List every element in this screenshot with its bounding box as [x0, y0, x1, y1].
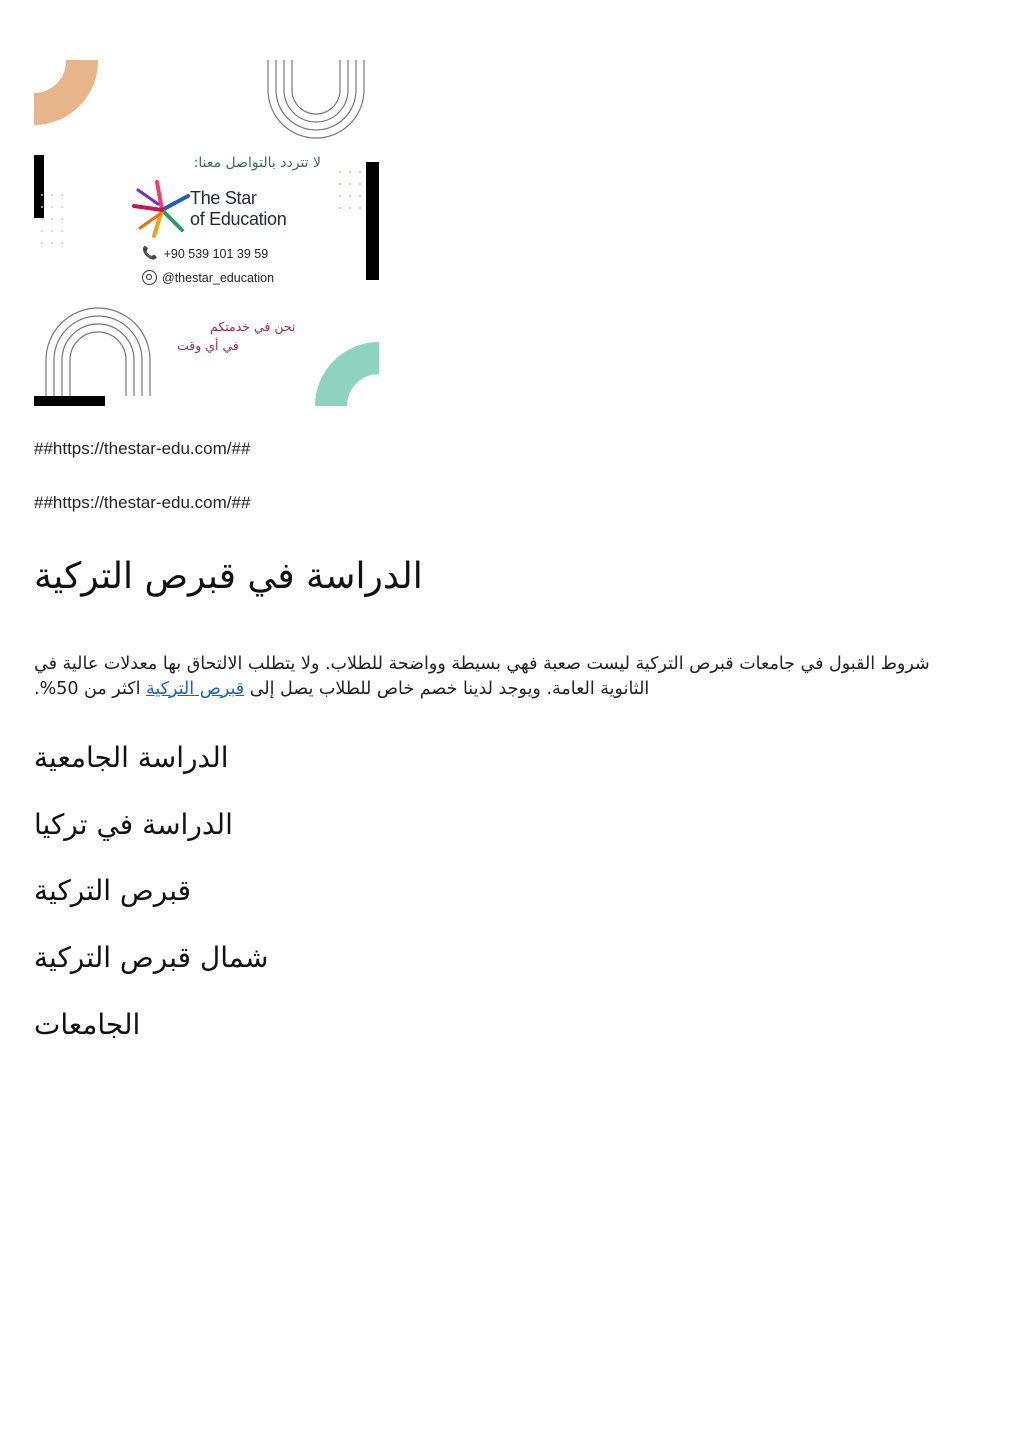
heading-north-cyprus: شمال قبرص التركية	[34, 941, 269, 974]
website-url-2: ##https://thestar-edu.com/##	[34, 493, 251, 512]
logo-line-2: of Education	[190, 209, 287, 229]
website-url-1: ##https://thestar-edu.com/##	[34, 439, 251, 458]
left-black-bar	[34, 155, 44, 218]
logo-line-1: The Star	[190, 188, 257, 208]
cyprus-link[interactable]: قبرص التركية	[146, 678, 245, 699]
dot-grid-right	[339, 171, 361, 209]
instagram-handle: @thestar_education	[162, 270, 275, 285]
phone-icon: 📞	[142, 246, 158, 260]
article-paragraph	[34, 652, 979, 702]
phone-contact	[142, 246, 268, 261]
dot-grid-left	[41, 194, 63, 244]
right-black-bar	[366, 162, 379, 280]
star-logo-icon	[134, 182, 188, 236]
paragraph-tail: اكثر من 50%.	[34, 678, 146, 699]
heading-turkish-cyprus: قبرص التركية	[34, 874, 192, 907]
phone-number: +90 539 101 39 59	[163, 246, 269, 261]
article-title: الدراسة في قبرص التركية	[34, 556, 423, 597]
heading-study-turkey: الدراسة في تركيا	[34, 808, 233, 841]
contact-banner-image	[34, 60, 379, 406]
banner-graphics	[34, 60, 379, 406]
paragraph-text: شروط القبول في جامعات قبرص التركية ليست صعبة فهي بسيطة وواضحة للطلاب. ولا يتطلب الالتحاق بها معدلات عالية في الثانوية العامة. ويوجد لدينا خصم خاص للطلاب يصل إلى	[34, 653, 930, 699]
instagram-contact	[142, 270, 274, 285]
bottom-arch-lines	[46, 308, 150, 396]
service-line-2: في أي وقت	[177, 338, 239, 353]
heading-university-study: الدراسة الجامعية	[34, 741, 229, 774]
top-arch-lines	[268, 60, 364, 138]
service-line-1: نحن في خدمتكم	[210, 319, 296, 334]
banner-tagline: لا تتردد بالتواصل معنا:	[193, 155, 321, 171]
teal-arc	[315, 342, 379, 406]
instagram-icon	[142, 270, 157, 285]
logo-wordmark	[190, 188, 286, 230]
bottom-black-bar	[34, 396, 105, 406]
heading-universities: الجامعات	[34, 1008, 141, 1041]
